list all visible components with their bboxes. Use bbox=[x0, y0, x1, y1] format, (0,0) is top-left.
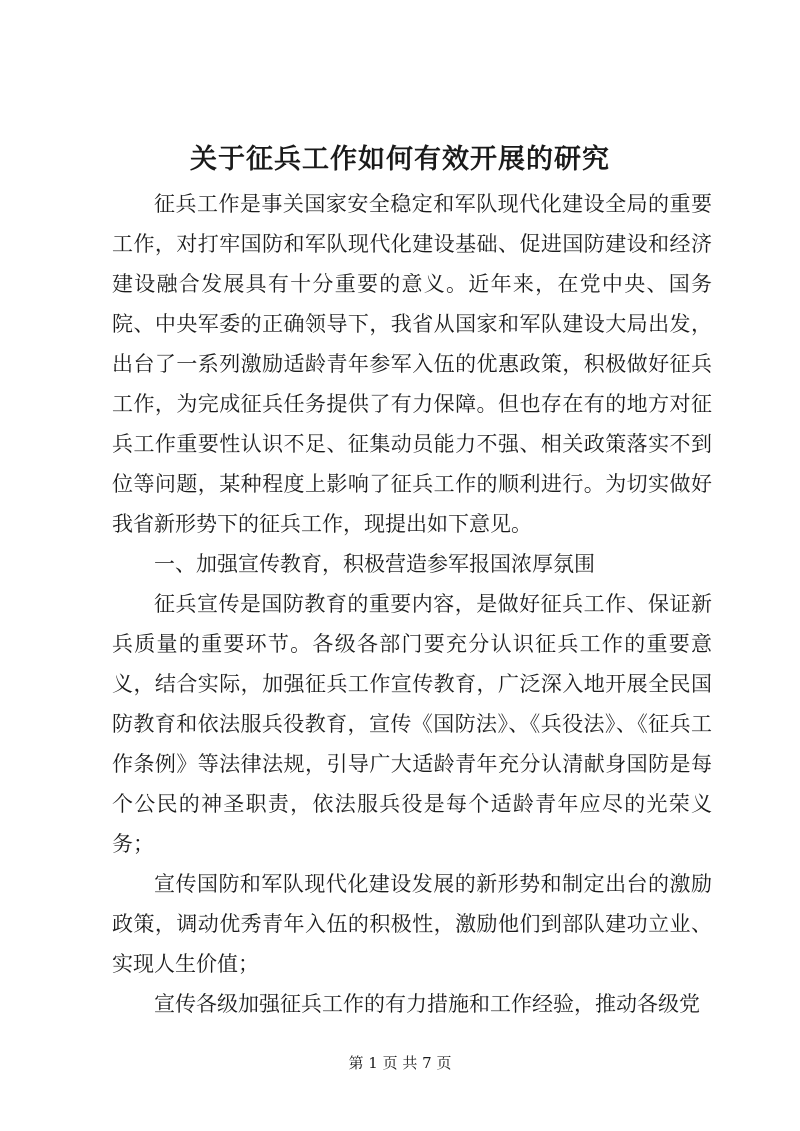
section-heading-1: 一、加强宣传教育，积极营造参军报国浓厚氛围 bbox=[154, 552, 595, 576]
page-footer: 第 1 页 共 7 页 bbox=[348, 1054, 452, 1072]
paragraph-intro: 征兵工作是事关国家安全稳定和军队现代化建设全局的重要工作，对打牢国防和军队现代化建设基础、促进国防建设和经济建设融合发展具有十分重要的意义。近年来，在党中央、国务院、中央军委的正确领导下，我省从国家和军队建设大局出发，出台了一系列激励适龄青年参军入伍的优惠政策，积极做好征兵工作，为完成征兵任务提供了有力保障。但也存在有的地方对征兵工作重要性认识不足、征集动员能力不强、相关政策落实不到位等问题，某种程度上影响了征兵工作的顺利进行。为切实做好我省新形势下的征兵工作，现提出如下意见。 bbox=[112, 192, 712, 536]
paragraph-propaganda: 征兵宣传是国防教育的重要内容，是做好征兵工作、保证新兵质量的重要环节。各级各部门要充分认识征兵工作的重要意义，结合实际，加强征兵工作宣传教育，广泛深入地开展全民国防教育和依法服兵役教育，宣传《国防法》、《兵役法》、《征兵工作条例》等法律法规，引导广大适龄青年充分认清献身国防是每个公民的神圣职责，依法服兵役是每个适龄青年应尽的光荣义务； bbox=[112, 592, 712, 856]
paragraph-measures: 宣传各级加强征兵工作的有力措施和工作经验，推动各级党 bbox=[154, 992, 700, 1016]
document-body bbox=[112, 184, 712, 1024]
document-title: 关于征兵工作如何有效开展的研究 bbox=[190, 144, 610, 175]
paragraph-policy: 宣传国防和军队现代化建设发展的新形势和制定出台的激励政策，调动优秀青年入伍的积极性，激励他们到部队建功立业、实现人生价值； bbox=[112, 872, 712, 976]
